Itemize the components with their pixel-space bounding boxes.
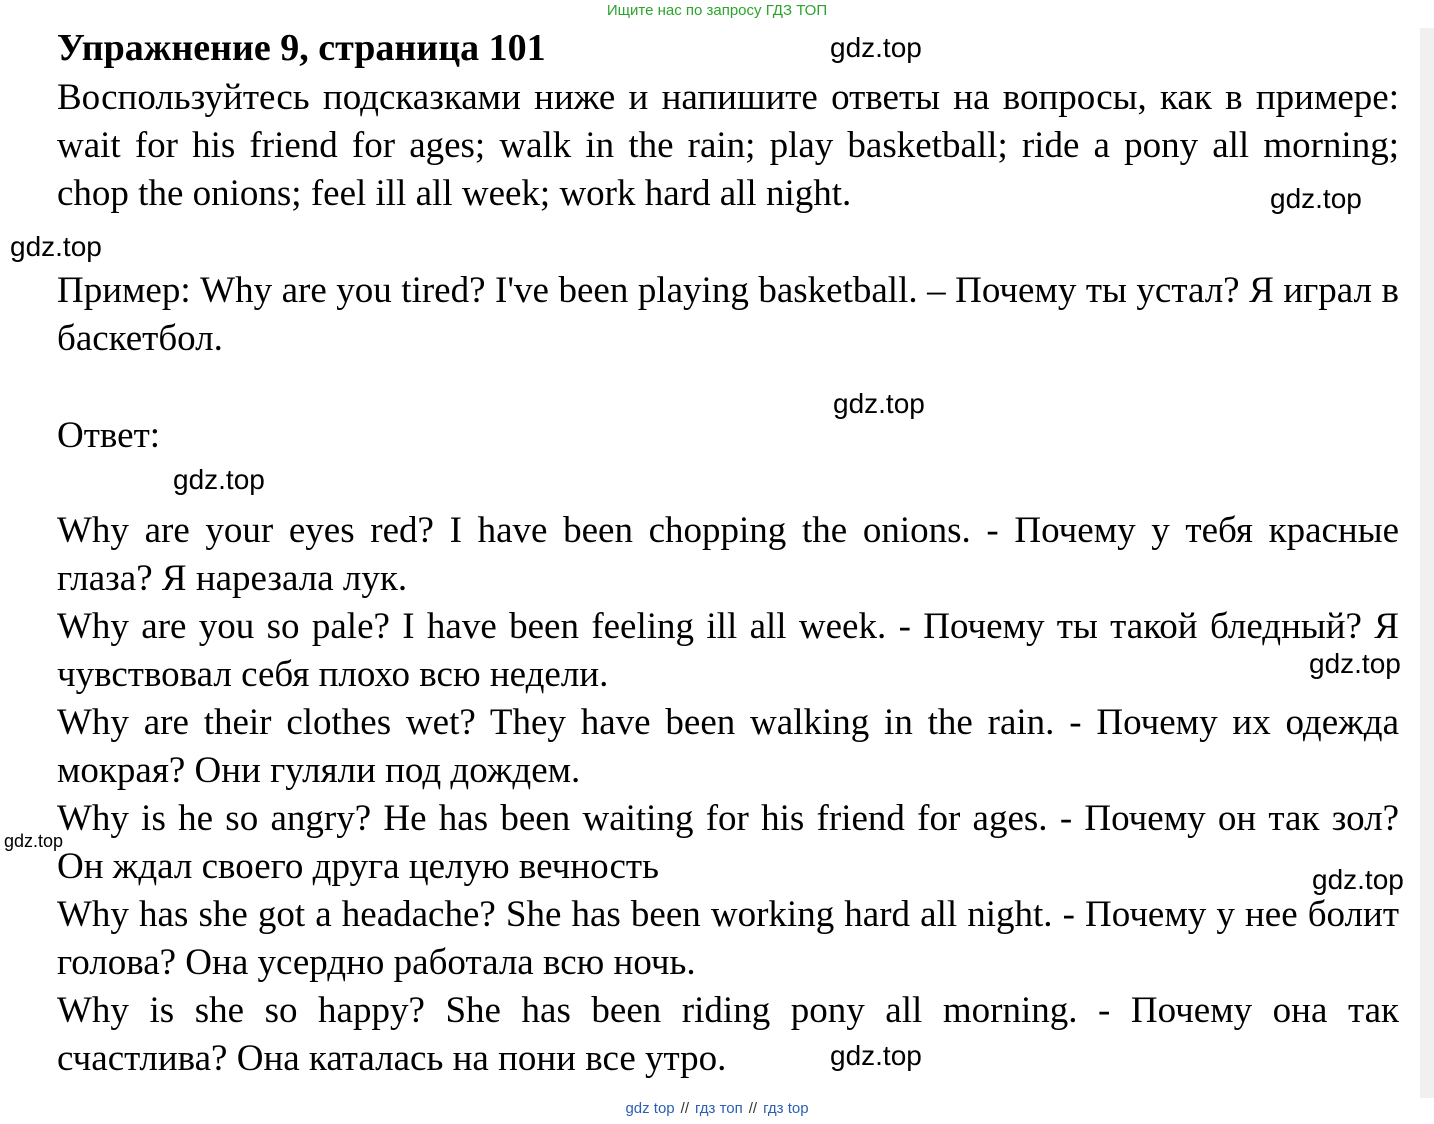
answer-item: Why are their clothes wet? They have been walking in the rain. - Почему их одежда мокрая? Они гуляли под дождем.: [57, 702, 1399, 791]
watermark: gdz.top: [1309, 648, 1401, 679]
watermark: gdz.top: [830, 1040, 922, 1071]
scrollbar[interactable]: [1420, 28, 1434, 1098]
watermark: gdz.top: [10, 231, 102, 262]
answer-item: Why is he so angry? He has been waiting for his friend for ages. - Почему он так зол? Он ждал своего друга целую вечность: [57, 798, 1399, 887]
footer-separator: //: [680, 1100, 689, 1117]
footer-link[interactable]: гдз top: [763, 1100, 809, 1117]
footer-link[interactable]: gdz top: [625, 1100, 675, 1117]
watermark: gdz.top: [830, 32, 922, 63]
watermark: gdz.top: [833, 388, 925, 419]
watermark: gdz.top: [4, 831, 64, 851]
answer-item: Why are your eyes red? I have been chopping the onions. - Почему у тебя красные глаза? Я нарезала лук.: [57, 510, 1399, 599]
page-title: Упражнение 9, страница 101: [57, 27, 546, 69]
task-text: Воспользуйтесь подсказками ниже и напишите ответы на вопросы, как в примере: wait for his friend for ages; walk in the rain; play basketball; ride a pony all morning; chop the onions; feel ill all week; work hard all night.: [57, 77, 1399, 214]
example-text: Пример: Why are you tired? I've been playing basketball. – Почему ты устал? Я играл в баскетбол.: [57, 270, 1399, 359]
search-banner: Ищите нас по запросу ГДЗ ТОП: [606, 2, 828, 19]
footer-links: [0, 1100, 1434, 1117]
footer-separator: //: [748, 1100, 758, 1117]
answer-item: Why is she so happy? She has been riding pony all morning. - Почему она так счастлива? Она каталась на пони все утро.: [57, 990, 1399, 1079]
footer-link[interactable]: гдз топ: [695, 1100, 743, 1117]
answer-item: Why are you so pale? I have been feeling ill all week. - Почему ты такой бледный? Я чувствовал себя плохо всю недели.: [57, 606, 1399, 695]
watermark: gdz.top: [1312, 864, 1404, 895]
answer-label: Ответ:: [57, 415, 161, 456]
watermark: gdz.top: [173, 464, 265, 495]
watermark: gdz.top: [1270, 183, 1362, 214]
answer-list: [57, 507, 1399, 1083]
answer-item: Why has she got a headache? She has been working hard all night. - Почему у нее болит голова? Она усердно работала всю ночь.: [57, 894, 1399, 983]
